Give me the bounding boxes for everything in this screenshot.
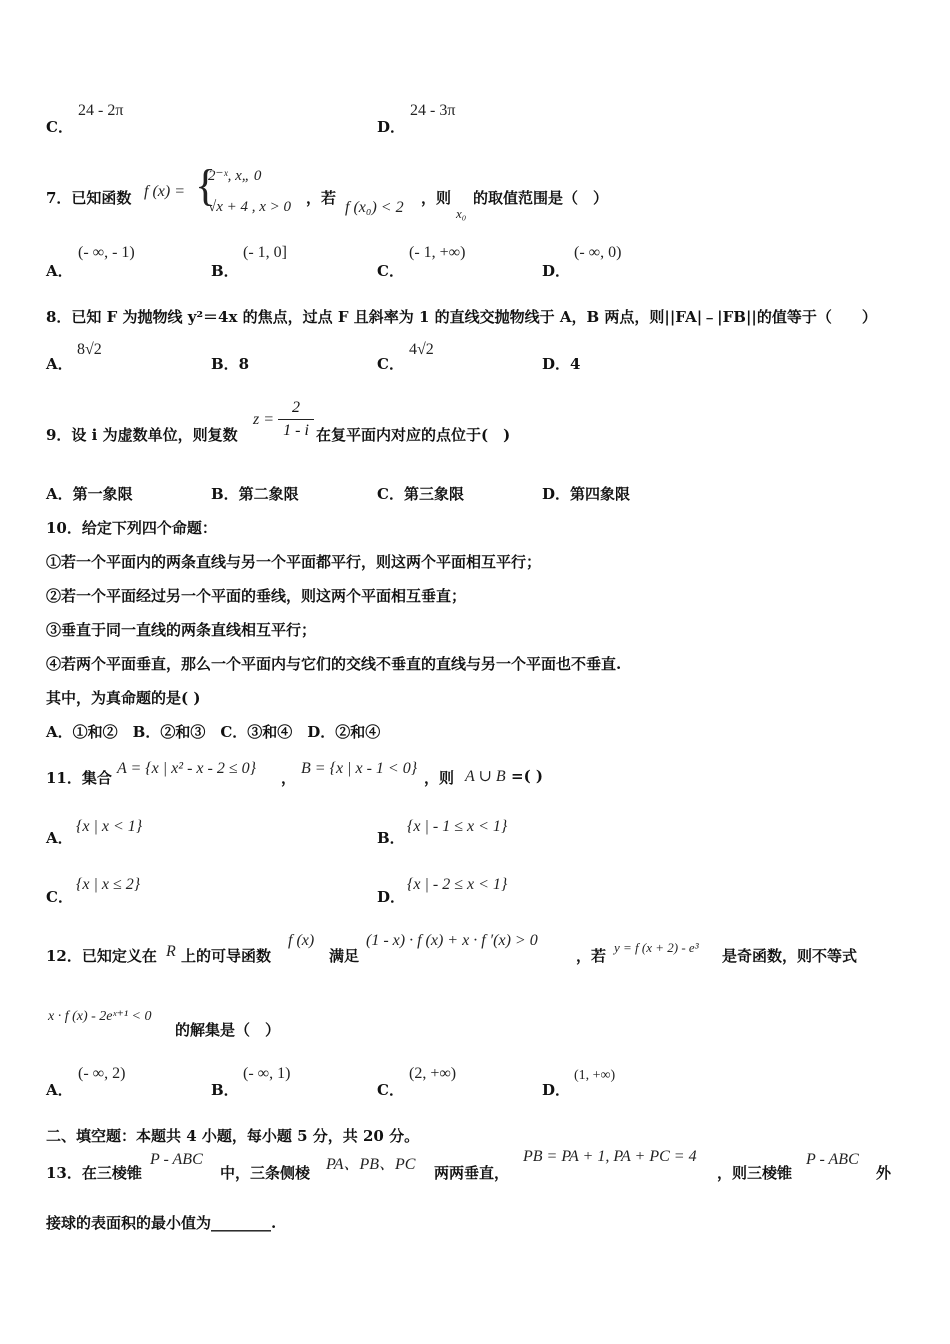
q10-item-1: ①若一个平面内的两条直线与另一个平面都平行，则这两个平面相互平行； — [46, 553, 542, 571]
q11-stem-b: ，则 — [424, 769, 455, 787]
option-expr: (1, +∞) — [574, 1068, 616, 1083]
q9-z: z = — [253, 411, 275, 428]
q7-stem-a: 7．已知函数 — [46, 189, 132, 207]
q13-stem-c: 两两垂直， — [434, 1164, 510, 1182]
q12-stem-a: 12．已知定义在 — [46, 947, 157, 965]
q12-stem-b: 上的可导函数 — [181, 947, 272, 965]
q12-stem-f: 的解集是（ ） — [175, 1021, 281, 1039]
option-expr: (- 1, 0] — [243, 244, 287, 261]
q10-item-2: ②若一个平面经过另一个平面的垂线，则这两个平面相互垂直； — [46, 587, 467, 605]
q12-stem-c: 满足 — [329, 947, 360, 965]
section-2-heading: 二、填空题：本题共 4 小题，每小题 5 分，共 20 分。 — [46, 1127, 420, 1145]
option-label: A． — [46, 1081, 73, 1099]
q13-stem-a: 13．在三棱锥 — [46, 1164, 142, 1182]
option-label: D． — [542, 1081, 571, 1099]
q13-pyramid-2: P - ABC — [806, 1151, 859, 1168]
option-label: D． — [377, 118, 406, 136]
q9-numerator: 2 — [292, 399, 300, 416]
q10-question: 其中，为真命题的是( ) — [46, 689, 201, 707]
q13-stem-e: 外 — [876, 1164, 892, 1182]
q7-left-brace: { — [195, 161, 217, 210]
option-expr: 4√2 — [409, 341, 434, 358]
q11-stem-a: 11．集合 — [46, 769, 112, 787]
q11-set-a: A = {x | x² - x - 2 ≤ 0} — [117, 760, 257, 777]
q12-odd-function: y = f (x + 2) - e³ — [614, 940, 699, 955]
option-label: B．8 — [211, 355, 250, 373]
option-expr: (- ∞, - 1) — [78, 244, 135, 261]
option-label: D．4 — [542, 355, 581, 373]
q13-condition: PB = PA + 1, PA + PC = 4 — [523, 1148, 697, 1165]
q9-option-a[interactable]: A．第一象限 — [46, 485, 133, 503]
q9-option-d[interactable]: D．第四象限 — [542, 485, 631, 503]
q11-comma: ， — [281, 769, 297, 787]
option-expr: {x | x < 1} — [76, 818, 143, 835]
option-expr: (- ∞, 0) — [574, 244, 622, 261]
option-expr: {x | - 2 ≤ x < 1} — [407, 876, 508, 893]
option-label: A． — [46, 829, 73, 847]
q7-stem-c: ，则 — [421, 189, 452, 207]
q13-stem-d: ，则三棱锥 — [717, 1164, 793, 1182]
q10-item-3: ③垂直于同一直线的两条直线相互平行； — [46, 621, 317, 639]
option-label: B． — [211, 1081, 239, 1099]
q7-stem-d: 的取值范围是（ ） — [473, 189, 609, 207]
q12-inequality: x · f (x) - 2eˣ⁺¹ < 0 — [48, 1009, 152, 1024]
q12-stem-d: ，若 — [576, 947, 607, 965]
q9-stem-b: 在复平面内对应的点位于( ) — [316, 426, 511, 444]
q12-R: R — [166, 943, 176, 960]
q10-item-4: ④若两个平面垂直，那么一个平面内与它们的交线不垂直的直线与另一个平面也不垂直. — [46, 655, 622, 673]
q12-fx: f (x) — [288, 932, 315, 949]
q9-option-c[interactable]: C．第三象限 — [377, 485, 464, 503]
option-label: B． — [211, 262, 239, 280]
q11-set-b: B = {x | x - 1 < 0} — [301, 760, 418, 777]
q13-stem-f[interactable]: 接球的表面积的最小值为________. — [46, 1214, 277, 1232]
option-label: A． — [46, 355, 73, 373]
option-label: C． — [377, 1081, 404, 1099]
option-label: C． — [46, 888, 73, 906]
option-expr: {x | - 1 ≤ x < 1} — [407, 818, 508, 835]
q9-fraction — [278, 399, 314, 440]
q7-fx: f (x) = — [144, 183, 185, 200]
q10-options[interactable]: A．①和② B．②和③ C．③和④ D．②和④ — [46, 723, 381, 741]
q11-stem-c: =( ) — [511, 767, 543, 785]
q10-stem: 10．给定下列四个命题： — [46, 519, 217, 537]
option-label: A． — [46, 262, 73, 280]
q7-case-2: √x + 4 , x > 0 — [208, 199, 292, 215]
fraction-bar — [278, 419, 314, 420]
q7-condition: f (x₀) < 2 — [345, 199, 404, 216]
q9-denominator: 1 - i — [283, 422, 309, 439]
q7-variable: x₀ — [456, 206, 467, 221]
q9-stem-a: 9．设 i 为虚数单位，则复数 — [46, 426, 238, 444]
option-label: B． — [377, 829, 405, 847]
option-expr: (- ∞, 2) — [78, 1065, 126, 1082]
option-label: C． — [377, 262, 404, 280]
option-expr: {x | x ≤ 2} — [76, 876, 141, 893]
q9-option-b[interactable]: B．第二象限 — [211, 485, 299, 503]
q12-stem-e: 是奇函数，则不等式 — [722, 947, 858, 965]
q8-stem: 8．已知 F 为抛物线 y²＝4x 的焦点，过点 F 且斜率为 1 的直线交抛物线于 A，B 两点，则||FA|﹣|FB||的值等于（ ） — [46, 308, 877, 326]
option-expr: (- 1, +∞) — [409, 244, 466, 261]
q7-case-1: 2⁻ˣ, x„ 0 — [208, 168, 262, 184]
q13-stem-b: 中，三条侧棱 — [220, 1164, 311, 1182]
q12-condition: (1 - x) · f (x) + x · f ′(x) > 0 — [366, 932, 538, 949]
option-expr: (- ∞, 1) — [243, 1065, 291, 1082]
option-label: C． — [46, 118, 73, 136]
q13-edges: PA、PB、PC — [326, 1156, 416, 1173]
option-expr: 24 - 2π — [78, 102, 124, 119]
option-label: D． — [542, 262, 571, 280]
q13-pyramid: P - ABC — [150, 1151, 203, 1168]
option-label: D． — [377, 888, 406, 906]
q7-stem-b: ，若 — [306, 189, 337, 207]
option-label: C． — [377, 355, 404, 373]
option-expr: (2, +∞) — [409, 1065, 457, 1082]
option-expr: 8√2 — [77, 341, 102, 358]
q11-union: A ∪ B — [465, 768, 506, 785]
option-expr: 24 - 3π — [410, 102, 456, 119]
